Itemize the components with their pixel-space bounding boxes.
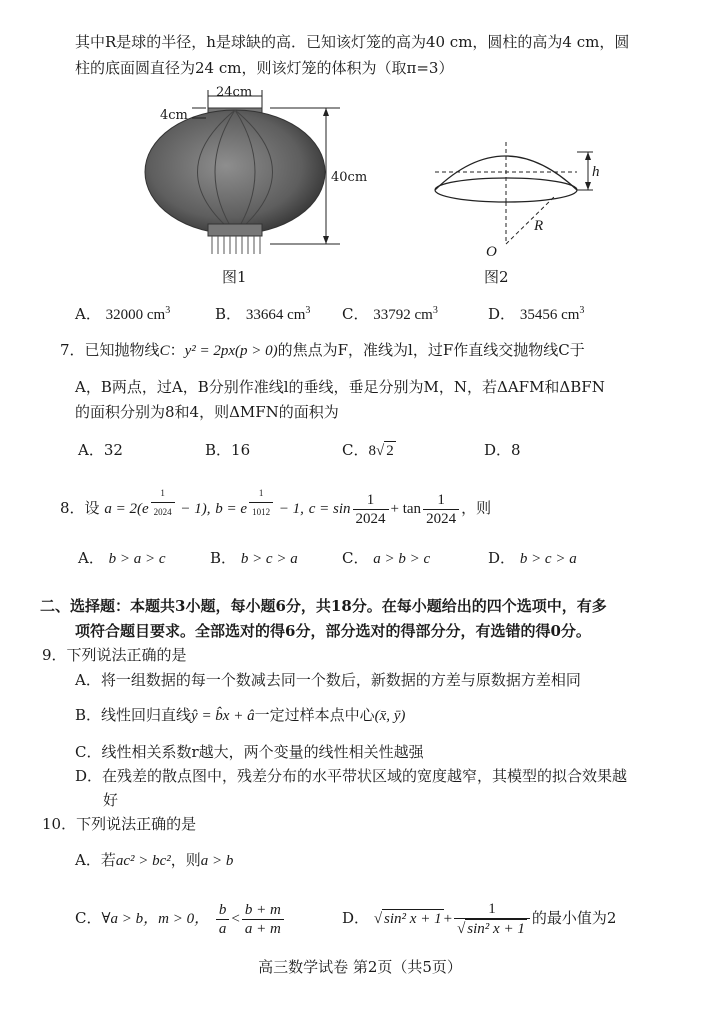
q7-option-d: D．8: [484, 441, 521, 459]
q8-option-b: B． b > c > a: [210, 549, 298, 567]
q9-option-d-line-2: 好: [103, 791, 119, 809]
q10-option-a: A．若ac² > bc²，则a > b: [75, 851, 234, 869]
spherical-cap-figure: [425, 132, 615, 262]
q7-line-2: A，B两点，过A，B分别作准线l的垂线，垂足分别为M，N，若ΔAFM和ΔBFN: [75, 378, 605, 396]
dim-4cm: 4cm: [160, 108, 188, 123]
q9-option-c: C．线性相关系数r越大，两个变量的线性相关性越强: [75, 743, 424, 761]
figure2-caption: 图2: [484, 268, 509, 286]
intro-line-2: 柱的底面圆直径为24 cm，则该灯笼的体积为（取π=3）: [75, 59, 454, 77]
q7-line-1: 7．已知抛物线C：y² = 2px(p > 0)的焦点为F，准线为l，过F作直线交抛物线C于: [60, 341, 585, 359]
label-h: h: [592, 164, 600, 180]
label-R: R: [534, 218, 544, 234]
dim-24cm: 24cm: [216, 85, 253, 100]
q6-option-c: C． 33792 $cm^3$: [342, 305, 438, 323]
q9-option-b: B．线性回归直线ŷ = b̂x + â一定过样本点中心(x̄, ȳ): [75, 706, 406, 724]
label-O: O: [486, 244, 497, 260]
q6-option-a: A． 32000 $cm^3$: [75, 305, 171, 323]
q10-option-d: D． √ sin² x + 1 + $\frac{1}{\text{√ sin² x + 1}}$ 的最小值为2: [342, 901, 617, 937]
figure1-caption: 图1: [222, 268, 247, 286]
q10-option-c: C．∀a > b，m > 0， $\frac{b}{a}$ < $\frac{b + m}{a + m}$: [75, 898, 286, 938]
q7-option-c: C．8√ 2: [342, 441, 394, 459]
dim-40cm: 40cm: [331, 170, 368, 185]
q7-line-3: 的面积分别为8和4，则ΔMFN的面积为: [75, 403, 339, 421]
section2-line-1: 二、选择题：本题共3小题，每小题6分，共18分。在每小题给出的四个选项中，有多: [40, 597, 607, 615]
q9-option-d-line-1: D．在残差的散点图中，残差分布的水平带状区域的宽度越窄，其模型的拟合效果越: [75, 767, 628, 785]
q8-option-c: C． a > b > c: [342, 549, 431, 567]
q8-option-a: A． b > a > c: [78, 549, 166, 567]
q8-stem: 8．设 a = 2(e $\frac{1}{2024}$ − 1), b = e $\frac{1}{1012}$ − 1, c = sin $\frac{1}{2024}$ + tan $\frac{1}{2024}$ ，则: [60, 488, 491, 528]
q7-option-b: B．16: [205, 441, 251, 459]
section2-line-2: 项符合题目要求。全部选对的得6分，部分选对的得部分分，有选错的得0分。: [75, 622, 591, 640]
q8-option-d: D． b > c > a: [488, 549, 577, 567]
q7-option-a: A．32: [78, 441, 123, 459]
q6-option-d: D． 35456 $cm^3$: [488, 305, 585, 323]
intro-line-1: 其中R是球的半径，h是球缺的高．已知该灯笼的高为40 cm，圆柱的高为4 cm，圆: [75, 33, 630, 51]
q10-stem: 10．下列说法正确的是: [42, 815, 197, 833]
q9-option-a: A．将一组数据的每一个数减去同一个数后，新数据的方差与原数据方差相同: [75, 671, 581, 689]
q6-option-b: B． 33664 $cm^3$: [215, 305, 311, 323]
page-footer: 高三数学试卷 第2页（共5页）: [258, 958, 462, 976]
q9-stem: 9．下列说法正确的是: [42, 646, 187, 664]
